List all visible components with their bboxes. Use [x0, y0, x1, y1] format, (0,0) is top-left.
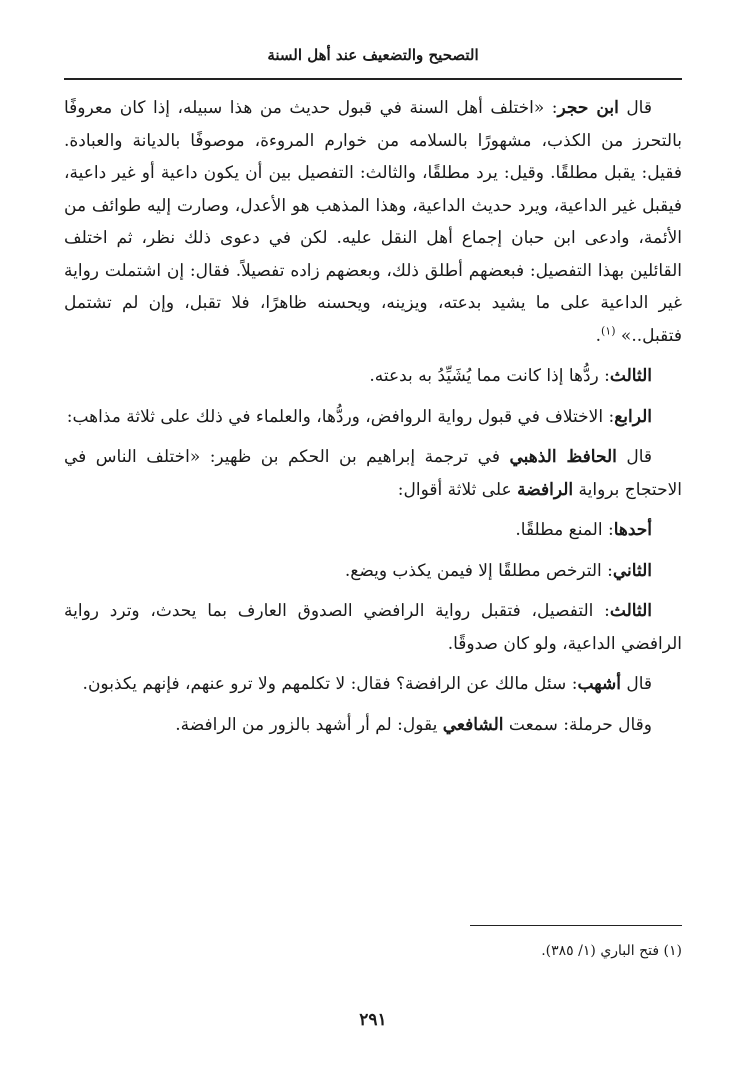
term-rafida: الرافضة: [517, 479, 574, 500]
running-head-title: التصحيح والتضعيف عند أهل السنة: [267, 46, 479, 64]
page-number: ٢٩١: [359, 1010, 387, 1030]
paragraph-text: : التفصيل، فتقبل رواية الرافضي الصدوق العارف بما يحدث، وترد رواية الرافضي الداعية، ولو كان صدوقًا.: [64, 601, 682, 654]
paragraph-end: .: [595, 325, 601, 346]
label-third: الثالث: [609, 366, 652, 386]
paragraph-opinion-two: [64, 555, 682, 588]
paragraph-text: على ثلاثة أقوال:: [397, 479, 518, 500]
paragraph-dhahabi: [64, 441, 682, 506]
paragraph-text: : سئل مالك عن الرافضة؟ فقال: لا تكلمهم ولا ترو عنهم، فإنهم يكذبون.: [82, 674, 578, 694]
paragraph-third-position: [64, 360, 682, 393]
paragraph-text: يقول: لم أر أشهد بالزور من الرافضة.: [175, 714, 443, 735]
label-second: الثاني: [612, 560, 652, 581]
label-third: الثالث: [609, 601, 652, 621]
paragraph-opinion-one: [64, 514, 682, 547]
paragraph-lead: وقال حرملة: سمعت: [503, 714, 652, 735]
label-first: أحدها: [613, 520, 652, 540]
paragraph-text: : ردُّها إذا كانت مما يُشَيِّدُ به بدعته.: [369, 366, 610, 386]
footnote-divider: [470, 925, 682, 926]
paragraph-lead: قال: [616, 447, 653, 467]
quote-text: : «اختلف أهل السنة في قبول حديث من هذا سبيله، إذا كان معروفًا بالتحرز من الكذب، مشهورًا بالسلامه من خوارم المروءة، موصوفًا بالديانة والعبادة. فقيل: يقبل مطلقًا. وقيل: يرد مطلقًا، والثالث: التفصيل بين أن يكون داعية أو غير داعية، فيقبل غير الداعية، ويرد حديث الداعية، وهذا المذهب هو الأعدل، وصارت إليه طوائف من الأئمة، وادعى ابن حبان إجماع أهل النقل عليه. لكن في دعوى ذلك نظر، ثم اختلف القائلين بهذا التفصيل: فبعضهم أطلق ذلك، وبعضهم زاده تفصيلاً. فقال: إن اشتملت رواية غير الداعية على ما يشيد بدعته، ويزينه، ويحسنه ظاهرًا، فلا تقبل، وإن لم تشتمل فتقبل..»: [64, 98, 682, 346]
paragraph-text: في ترجمة إبراهيم بن الحكم بن ظهير: «اختلف الناس في الاحتجاج برواية: [64, 447, 682, 500]
footnote-reference[interactable]: (١): [601, 323, 616, 337]
paragraph-text: : الترخص مطلقًا إلا فيمن يكذب ويضع.: [344, 560, 613, 581]
paragraph-fourth-position: [64, 401, 682, 434]
paragraph-text: : الاختلاف في قبول رواية الروافض، وردُّها، والعلماء في ذلك على ثلاثة مذاهب:: [66, 406, 615, 427]
scholar-name-ashhab: أشهب: [577, 674, 621, 694]
label-fourth: الرابع: [614, 406, 652, 427]
paragraph-lead: قال: [618, 98, 652, 118]
paragraph-ashhab: [64, 668, 682, 701]
paragraph-lead: قال: [620, 674, 652, 694]
scholar-name-dhahabi: الحافظ الذهبي: [509, 447, 617, 467]
header-divider: [64, 78, 682, 80]
scholar-name-shafii: الشافعي: [442, 714, 504, 735]
paragraph-opinion-three: [64, 595, 682, 660]
paragraph-harmala: [64, 709, 682, 742]
main-text: [64, 92, 682, 749]
scholar-name-ibn-hajar: ابن حجر: [557, 98, 619, 118]
paragraph-text: : المنع مطلقًا.: [515, 520, 614, 540]
footnote: (١) فتح الباري (١/ ٣٨٥).: [541, 943, 682, 959]
paragraph-ibn-hajar: [64, 92, 682, 352]
